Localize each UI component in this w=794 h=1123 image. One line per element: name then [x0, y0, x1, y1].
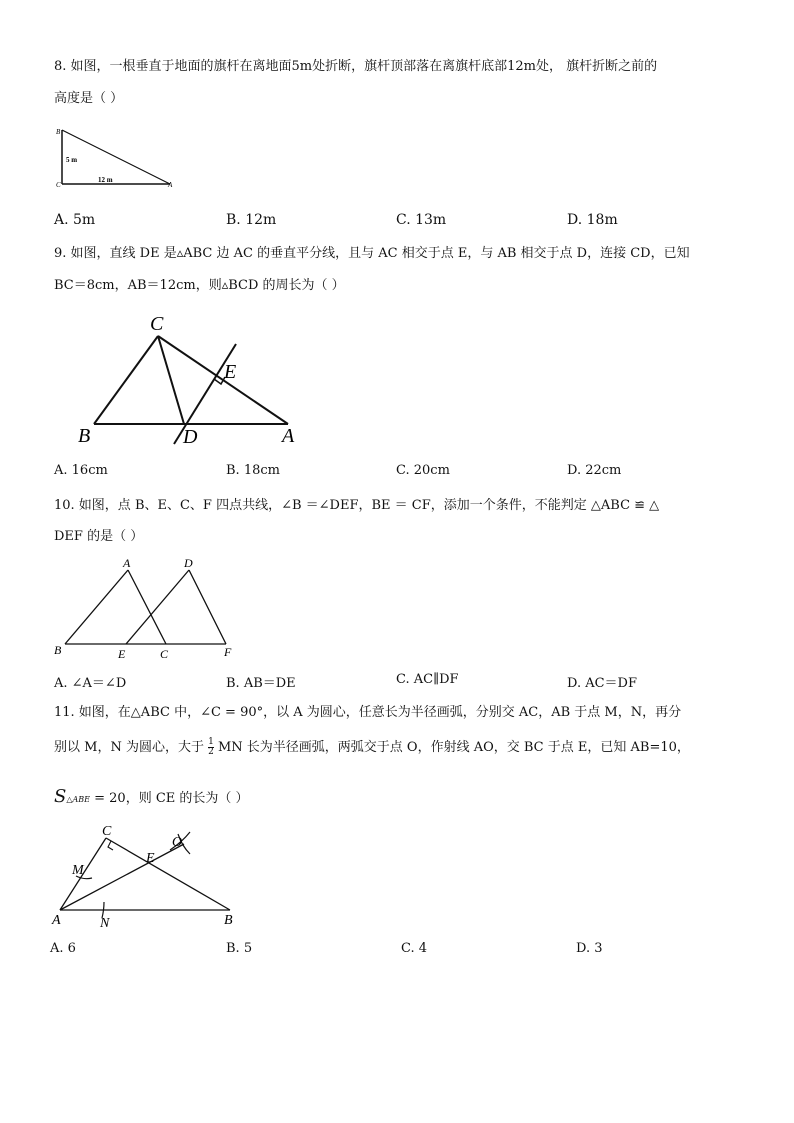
q10-side-DE	[126, 570, 189, 644]
q10-figure	[50, 555, 250, 663]
q11-side-BC	[106, 838, 230, 910]
q9-option-d[interactable]: D. 22cm	[567, 463, 622, 478]
q9-segment-CD	[158, 336, 184, 424]
q11-label-A: A	[52, 913, 61, 928]
q9-option-c[interactable]: C. 20cm	[396, 463, 450, 478]
q10-label-A: A	[123, 556, 131, 570]
q11-option-a[interactable]: A. 6	[50, 941, 76, 956]
q9-option-b[interactable]: B. 18cm	[226, 463, 280, 478]
q9-label-E: E	[224, 361, 237, 383]
q10-option-b[interactable]: B. AB＝DE	[226, 676, 296, 691]
q10-label-E: E	[118, 647, 126, 661]
q11-label-M: M	[72, 863, 84, 878]
q9-label-B: B	[78, 425, 91, 447]
q9-stem-line1: 9. 如图，直线 DE 是▵ABC 边 AC 的垂直平分线，且与 AC 相交于点 E，与 AB 相交于点 D，连接 CD，已知	[54, 246, 690, 261]
q11-stem-line3-rest: = 20，则 CE 的长为（ ）	[90, 791, 249, 806]
q8-label-B: B	[56, 128, 61, 136]
q11-fraction-numerator: 1	[208, 737, 214, 747]
q11-option-b[interactable]: B. 5	[226, 941, 253, 956]
q11-label-O: O	[172, 835, 183, 850]
q10-side-AC	[128, 570, 166, 644]
q11-figure	[48, 818, 248, 932]
q11-option-d[interactable]: D. 3	[576, 941, 603, 956]
q10-label-F: F	[224, 645, 232, 659]
q11-label-B: B	[224, 913, 233, 928]
q10-option-a[interactable]: A. ∠A＝∠D	[54, 676, 127, 691]
q10-label-C: C	[160, 647, 169, 661]
q8-figure	[52, 124, 182, 190]
q10-option-d[interactable]: D. AC＝DF	[567, 676, 638, 691]
q9-figure	[70, 310, 320, 450]
q9-label-D: D	[183, 426, 198, 448]
q11-fraction-denominator: 2	[208, 747, 214, 757]
q11-label-E: E	[146, 851, 155, 866]
q8-stem-line2: 高度是（ ）	[54, 91, 124, 106]
q9-label-C: C	[150, 313, 164, 335]
q9-stem-line2: BC＝8cm，AB＝12cm，则▵BCD 的周长为（ ）	[54, 278, 345, 293]
q9-label-A: A	[282, 425, 295, 447]
q11-option-c[interactable]: C. 4	[401, 941, 428, 956]
q10-side-DF	[189, 570, 226, 644]
q8-label-12m: 12 m	[98, 176, 113, 184]
q11-area-subscript: △ABE	[66, 795, 90, 804]
q10-option-c[interactable]: C. AC∥DF	[396, 672, 459, 687]
q10-stem-line1: 10. 如图，点 B、E、C、F 四点共线，∠B ＝∠DEF，BE ＝ CF，添加一个条件，不能判定 △ABC ≌ △	[54, 498, 660, 513]
q11-area-symbol: S	[54, 786, 67, 807]
q8-label-5m: 5 m	[66, 156, 78, 164]
q8-label-A: A	[168, 181, 173, 189]
q11-label-N: N	[100, 916, 110, 931]
q11-label-C: C	[102, 824, 112, 839]
q8-option-c[interactable]: C. 13m	[396, 212, 447, 228]
q11-stem-line2	[54, 738, 690, 757]
q8-option-b[interactable]: B. 12m	[226, 212, 277, 228]
q11-stem-line2-post: MN 长为半径画弧，两弧交于点 O，作射线 AO，交 BC 于点 E，已知 AB=10，	[217, 740, 690, 755]
q9-side-BC	[94, 336, 158, 424]
q8-option-a[interactable]: A. 5m	[54, 212, 96, 228]
q11-fraction-half	[208, 738, 214, 757]
q9-option-a[interactable]: A. 16cm	[54, 463, 108, 478]
q8-option-d[interactable]: D. 18m	[567, 212, 618, 228]
q8-broken-top-line	[62, 130, 170, 184]
q11-stem-line2-pre: 别以 M，N 为圆心，大于	[54, 740, 204, 755]
q8-label-C: C	[56, 181, 61, 189]
q10-side-AB	[65, 570, 128, 644]
q11-stem-line3	[54, 788, 249, 808]
q8-stem-line1: 8. 如图，一根垂直于地面的旗杆在离地面5m处折断，旗杆顶部落在离旗杆底部12m处， 旗杆折断之前的	[54, 59, 658, 74]
q10-stem-line2: DEF 的是（ ）	[54, 529, 144, 544]
q10-label-D: D	[184, 556, 193, 570]
q11-stem-line1: 11. 如图，在△ABC 中，∠C = 90°，以 A 为圆心，任意长为半径画弧，分别交 AC，AB 于点 M，N，再分	[54, 705, 682, 720]
q10-label-B: B	[54, 643, 62, 657]
